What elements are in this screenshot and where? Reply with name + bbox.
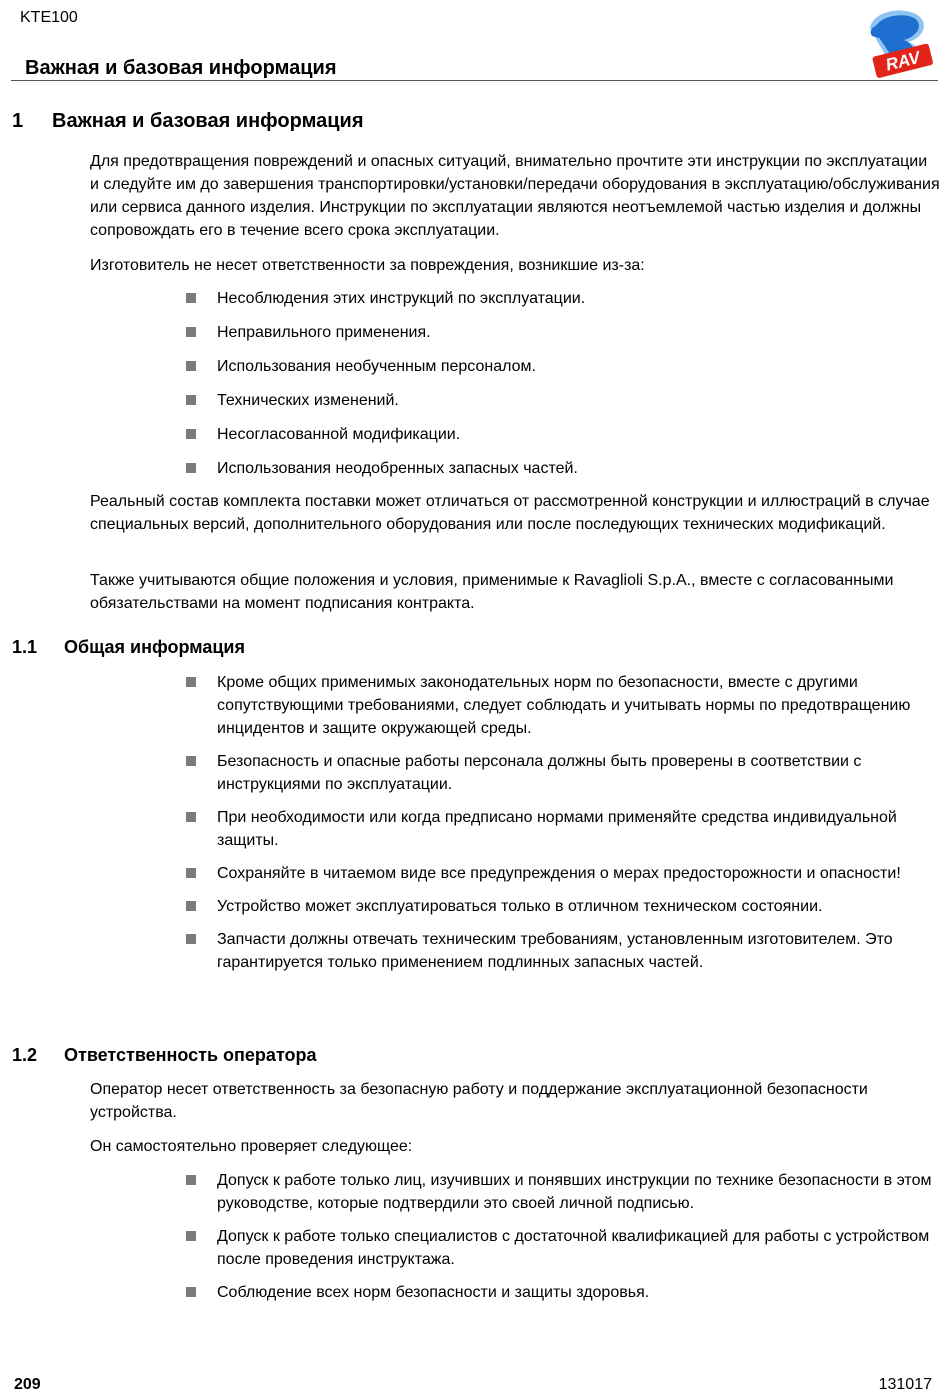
list-item: Использования необученным персоналом. <box>186 355 938 378</box>
running-title: Важная и базовая информация <box>25 57 337 79</box>
list-item: Использования неодобренных запасных частей. <box>186 457 938 480</box>
square-bullet-icon <box>186 934 196 944</box>
square-bullet-icon <box>186 463 196 473</box>
list-item: Сохраняйте в читаемом виде все предупреждения о мерах предосторожности и опасности! <box>186 862 938 885</box>
square-bullet-icon <box>186 327 196 337</box>
general-info-list <box>186 671 938 974</box>
list-item: Устройство может эксплуатироваться только в отличном техническом состоянии. <box>186 895 938 918</box>
section-heading-1-1 <box>12 637 245 658</box>
section-title: Общая информация <box>64 637 245 657</box>
list-item: При необходимости или когда предписано нормами применяйте средства индивидуальной защиты. <box>186 806 938 852</box>
list-item: Несогласованной модификации. <box>186 423 938 446</box>
square-bullet-icon <box>186 756 196 766</box>
section-number: 1.2 <box>12 1045 38 1065</box>
square-bullet-icon <box>186 901 196 911</box>
square-bullet-icon <box>186 1231 196 1241</box>
document-code: 131017 <box>878 1376 932 1393</box>
list-item: Допуск к работе только специалистов с достаточной квалификацией для работы с устройством после проведения инструктажа. <box>186 1225 938 1271</box>
liability-causes-list <box>186 287 938 480</box>
section-number: 1.1 <box>12 637 38 657</box>
section-title: Важная и базовая информация <box>52 110 364 132</box>
square-bullet-icon <box>186 1287 196 1297</box>
terms-paragraph: Также учитываются общие положения и условия, применимые к Ravaglioli S.p.A., вместе с согласованными обязательствами на момент подписания контракта. <box>90 572 894 612</box>
square-bullet-icon <box>186 1175 196 1185</box>
list-item: Соблюдение всех норм безопасности и защиты здоровья. <box>186 1281 938 1304</box>
list-item: Несоблюдения этих инструкций по эксплуатации. <box>186 287 938 310</box>
list-item: Кроме общих применимых законодательных норм по безопасности, вместе с другими сопутствующими требованиями, следует соблюдать и учитывать нормы по предотвращению инцидентов и защите окружающей среды. <box>186 671 938 740</box>
square-bullet-icon <box>186 395 196 405</box>
operator-checks-list <box>186 1169 938 1304</box>
list-item: Запчасти должны отвечать техническим требованиям, установленным изготовителем. Это гарантируется только применением подлинных запасных частей. <box>186 928 938 974</box>
svg-text:RAV: RAV <box>883 47 922 75</box>
section-number: 1 <box>12 110 24 132</box>
liability-paragraph: Изготовитель не несет ответственности за повреждения, возникшие из-за: <box>90 257 645 274</box>
page-number: 209 <box>14 1376 41 1393</box>
square-bullet-icon <box>186 429 196 439</box>
section-title: Ответственность оператора <box>64 1045 317 1065</box>
square-bullet-icon <box>186 812 196 822</box>
section-heading-1-2 <box>12 1045 317 1066</box>
model-name: KTE100 <box>20 9 78 26</box>
list-item: Неправильного применения. <box>186 321 938 344</box>
rav-logo-icon <box>860 6 940 78</box>
list-item: Допуск к работе только лиц, изучивших и понявших инструкции по технике безопасности в этом руководстве, которые подтвердили это своей личной подписью. <box>186 1169 938 1215</box>
square-bullet-icon <box>186 293 196 303</box>
operator-paragraph: Оператор несет ответственность за безопасную работу и поддержание эксплуатационной безопасности устройства. <box>90 1081 868 1121</box>
delivery-paragraph: Реальный состав комплекта поставки может отличаться от рассмотренной конструкции и иллюстраций в случае специальных версий, дополнительного оборудования или после последующих технических модификаций. <box>90 493 930 533</box>
section-heading-1 <box>12 110 363 133</box>
checks-paragraph: Он самостоятельно проверяет следующее: <box>90 1138 413 1155</box>
list-item: Технических изменений. <box>186 389 938 412</box>
square-bullet-icon <box>186 677 196 687</box>
header-divider <box>11 80 938 81</box>
square-bullet-icon <box>186 868 196 878</box>
list-item: Безопасность и опасные работы персонала должны быть проверены в соответствии с инструкциями по эксплуатации. <box>186 750 938 796</box>
intro-paragraph: Для предотвращения повреждений и опасных ситуаций, внимательно прочтите эти инструкции по эксплуатации и следуйте им до завершения транспортировки/установки/передачи оборудования в эксплуатацию/обслуживания или сервиса данного изделия. Инструкции по эксплуатации являются неотъемлемой частью изделия и должны сопровождать его в течение всего срока эксплуатации. <box>90 153 940 239</box>
square-bullet-icon <box>186 361 196 371</box>
